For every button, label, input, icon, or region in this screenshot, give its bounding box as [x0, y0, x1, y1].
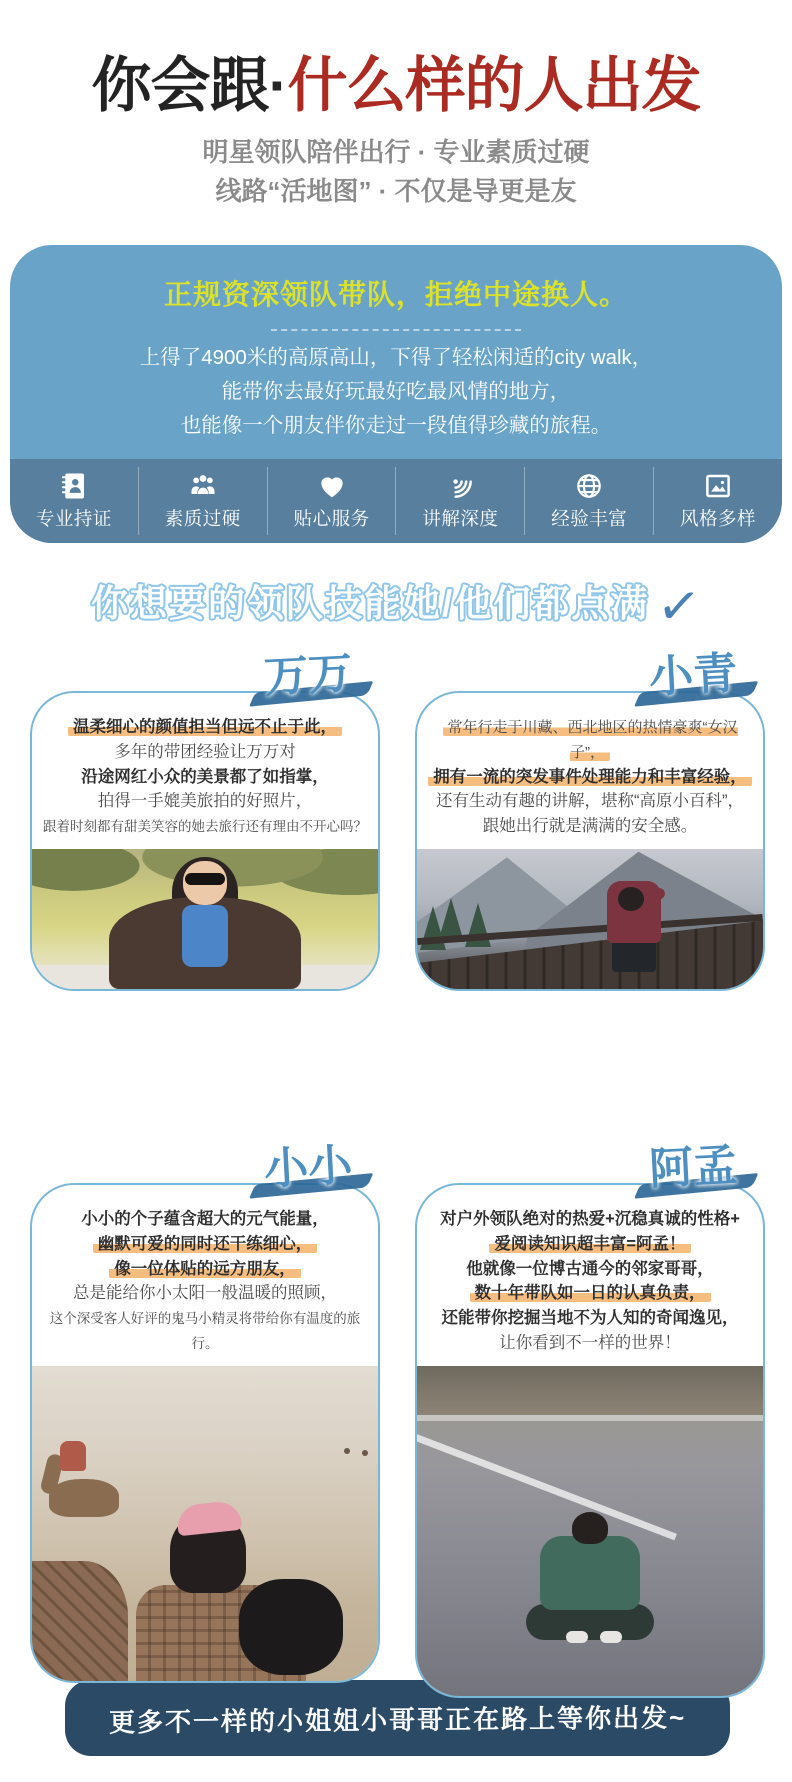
leader-description [32, 693, 378, 849]
description-line: 这个深受客人好评的鬼马小精灵将带给你有温度的旅行。 [49, 1311, 361, 1351]
description-line: 小小的个子蕴含超大的元气能量， [81, 1210, 329, 1229]
feature-label: 讲解深度 [422, 508, 499, 530]
leader-card [30, 1183, 380, 1683]
subtitle-line-1: 明星领队陪伴出行 · 专业素质过硬 [202, 137, 590, 168]
sitting-person-jacket [540, 1536, 640, 1610]
camel-rider [60, 1441, 86, 1471]
feature-label: 贴心服务 [293, 508, 370, 530]
camel [49, 1479, 119, 1517]
feature-quality [138, 467, 267, 535]
rocky-slope [417, 1366, 763, 1416]
description-line: 跟着时刻都有甜美笑容的她去旅行还有理由不开心吗？ [43, 819, 367, 835]
description-line: 对户外领队绝对的热爱+沉稳真诚的性格+ [440, 1210, 740, 1229]
heart-icon [317, 471, 347, 501]
leader-photo-xiaoqing [417, 849, 763, 989]
promo-headline: 正规资深领队带队，拒绝中途换人。 [163, 279, 628, 311]
picture-icon [703, 471, 733, 501]
leader-name: 阿孟 [647, 1129, 738, 1198]
leader-description [417, 693, 763, 849]
leader-cards-row-2 [0, 1131, 792, 1698]
hiker-head [618, 887, 644, 911]
title-black-part: 你会跟· [91, 52, 288, 119]
black-bag [239, 1579, 343, 1675]
feature-explain [395, 467, 524, 535]
woman-sunglasses [185, 873, 225, 885]
feature-label: 素质过硬 [164, 508, 241, 530]
tagline-text: 你想要的领队技能她/他们都点满 [91, 583, 650, 625]
banner-text: 更多不一样的小姐姐小哥哥正在路上等你出发~ [108, 1702, 687, 1738]
leader-photo-ameng [417, 1366, 763, 1697]
plaid-person [32, 1561, 128, 1681]
description-line: 拍得一手媲美旅拍的好照片， [97, 792, 313, 811]
feature-label: 专业持证 [35, 508, 112, 530]
signal-icon [445, 471, 475, 501]
tagline [0, 573, 792, 637]
description-line: 拥有一流的突发事件处理能力和丰富经验， [423, 765, 757, 790]
feature-certified [10, 467, 138, 535]
bottom-padding [0, 1756, 792, 1782]
people-icon [188, 471, 218, 501]
leader-card [30, 691, 380, 991]
leader-card-ameng [415, 1131, 765, 1698]
subtitle-line-2: 线路“活地图” · 不仅是导更是友 [215, 176, 577, 207]
promo-line: 上得了4900米的高原高山，下得了轻松闲适的city walk， [139, 346, 653, 370]
leader-description [32, 1185, 378, 1366]
page-title [0, 52, 792, 119]
description-line: 温柔细心的颜值担当但远不止于此， [38, 715, 372, 740]
description-line: 让你看到不一样的世界！ [499, 1333, 681, 1352]
leader-photo-wanwan [32, 849, 378, 989]
shoe [600, 1631, 622, 1643]
leader-photo-xiaoxiao [32, 1366, 378, 1682]
shoe [566, 1631, 588, 1643]
description-line: 爱阅读知识超丰富=阿孟！ [423, 1232, 757, 1257]
id-card-icon [59, 471, 89, 501]
camel-caravan [344, 1448, 350, 1454]
description-line: 跟她出行就是满满的安全感。 [482, 817, 698, 836]
description-line: 数十年带队如一日的认真负责， [423, 1281, 757, 1306]
description-line: 还有生动有趣的讲解，堪称“高原小百科”， [436, 792, 744, 811]
description-line: 他就像一位博古通今的邻家哥哥， [466, 1259, 714, 1278]
description-line: 沿途网红小众的美景都了如指掌， [81, 767, 329, 786]
leader-card-xiaoqing [415, 639, 765, 991]
leader-card-xiaoxiao [30, 1131, 380, 1698]
promo-description [10, 341, 782, 459]
description-line: 多年的带团经验让万万对 [114, 742, 296, 761]
leader-description [417, 1185, 763, 1366]
leader-card-wanwan [30, 639, 380, 991]
woman-blue-scarf [182, 905, 228, 967]
promo-line: 能带你去最好玩最好吃最风情的地方， [221, 380, 571, 404]
guardrail [417, 1415, 763, 1421]
description-line: 总是能给你小太阳一般温暖的照顾， [73, 1284, 337, 1303]
subtitle [0, 133, 792, 211]
description-line: 还能带你挖掘当地不为人知的奇闻逸见， [441, 1309, 739, 1328]
feature-label: 风格多样 [680, 508, 757, 530]
leader-card [415, 691, 765, 991]
promo-card [10, 245, 782, 543]
feature-experience [524, 467, 653, 535]
promo-line: 也能像一个朋友伴你走过一段值得珍藏的旅程。 [180, 414, 612, 438]
description-line: 像一位体贴的远方朋友， [38, 1257, 372, 1282]
description-line: 常年行走于川藏、西北地区的热情豪爽“女汉子”， [423, 715, 757, 765]
leader-card [415, 1183, 765, 1698]
leader-name: 万万 [262, 637, 353, 706]
feature-service [267, 467, 396, 535]
dashed-divider [271, 329, 521, 331]
title-red-part: 什么样的人出发 [287, 52, 701, 119]
road-edge-line [417, 1423, 678, 1541]
leader-cards-row-1 [0, 639, 792, 991]
features-bar [10, 459, 782, 543]
leader-name: 小青 [647, 637, 738, 706]
leader-name: 小小 [262, 1129, 353, 1198]
description-line: 幽默可爱的同时还干练细心， [38, 1232, 372, 1257]
sitting-person-head [572, 1512, 608, 1544]
globe-icon [574, 471, 604, 501]
feature-label: 经验丰富 [551, 508, 628, 530]
check-icon: ✓ [654, 576, 704, 639]
feature-style [653, 467, 782, 535]
